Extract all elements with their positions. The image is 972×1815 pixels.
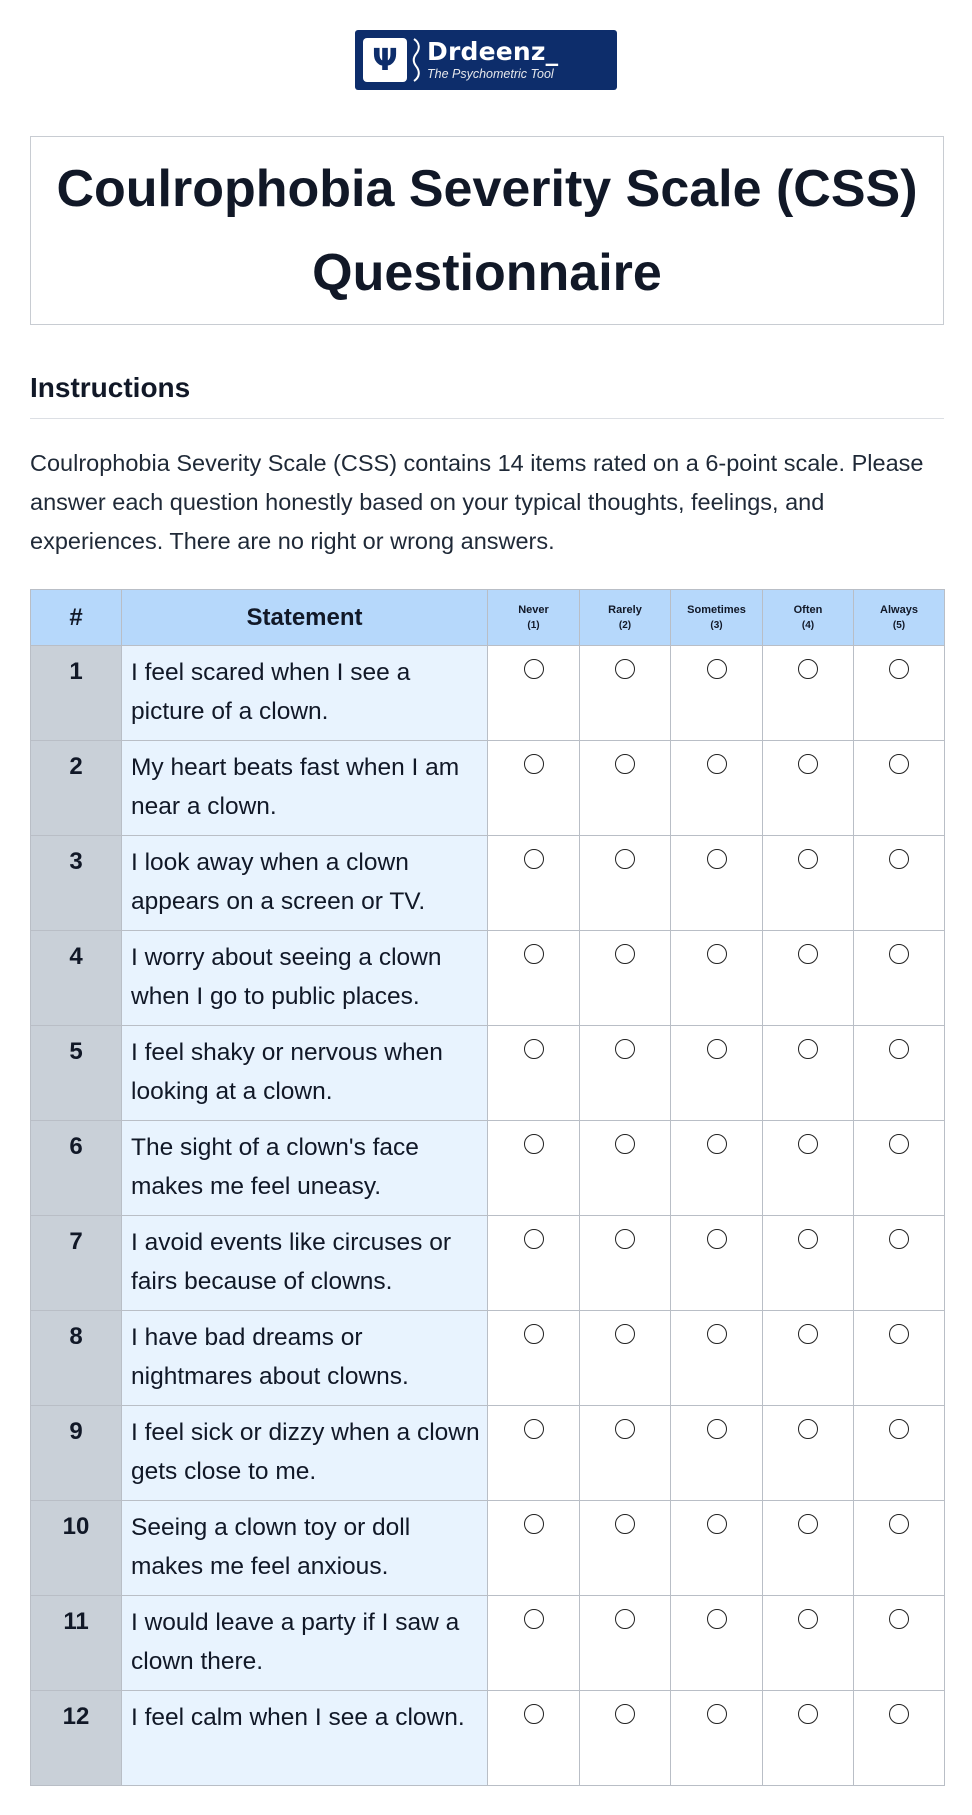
answer-cell-always [854,741,945,836]
radio-rarely[interactable] [615,1609,635,1629]
answer-cell-always [854,1501,945,1596]
radio-always[interactable] [889,659,909,679]
question-number: 4 [31,931,122,1026]
option-label: Rarely [608,603,642,616]
answer-cell-often [763,1026,854,1121]
radio-often[interactable] [798,944,818,964]
radio-never[interactable] [524,1324,544,1344]
answer-cell-always [854,1216,945,1311]
question-number: 1 [31,646,122,741]
radio-rarely[interactable] [615,1704,635,1724]
table-row [31,931,945,1026]
question-statement: I would leave a party if I saw a clown there. [122,1596,488,1691]
question-statement: The sight of a clown's face makes me feel uneasy. [122,1121,488,1216]
radio-often[interactable] [798,1134,818,1154]
drdeenz-logo[interactable] [355,30,617,90]
answer-cell-rarely [580,931,671,1026]
answer-cell-rarely [580,1501,671,1596]
radio-rarely[interactable] [615,1324,635,1344]
answer-cell-always [854,646,945,741]
radio-rarely[interactable] [615,1039,635,1059]
question-statement: I avoid events like circuses or fairs because of clowns. [122,1216,488,1311]
answer-cell-sometimes [671,1596,763,1691]
question-statement: I feel shaky or nervous when looking at a clown. [122,1026,488,1121]
question-number: 12 [31,1691,122,1786]
radio-rarely[interactable] [615,944,635,964]
answer-cell-sometimes [671,931,763,1026]
answer-cell-often [763,1311,854,1406]
answer-cell-often [763,1121,854,1216]
question-statement: I feel scared when I see a picture of a clown. [122,646,488,741]
answer-cell-never [488,931,580,1026]
answer-cell-never [488,836,580,931]
answer-cell-never [488,1501,580,1596]
radio-sometimes[interactable] [707,1134,727,1154]
radio-never[interactable] [524,754,544,774]
question-number: 6 [31,1121,122,1216]
answer-cell-rarely [580,1311,671,1406]
answer-cell-rarely [580,1026,671,1121]
question-number: 5 [31,1026,122,1121]
question-number: 7 [31,1216,122,1311]
brace-icon [411,37,423,83]
table-row [31,741,945,836]
answer-cell-never [488,1596,580,1691]
radio-rarely[interactable] [615,849,635,869]
answer-cell-often [763,646,854,741]
header-option-always [854,590,945,646]
radio-always[interactable] [889,1609,909,1629]
logo-container [0,30,972,90]
answer-cell-rarely [580,1596,671,1691]
header-option-often [763,590,854,646]
radio-rarely[interactable] [615,1229,635,1249]
table-row [31,836,945,931]
answer-cell-often [763,741,854,836]
answer-cell-never [488,1216,580,1311]
answer-cell-never [488,1691,580,1786]
radio-sometimes[interactable] [707,1419,727,1439]
radio-always[interactable] [889,1039,909,1059]
radio-never[interactable] [524,944,544,964]
radio-never[interactable] [524,1134,544,1154]
radio-often[interactable] [798,754,818,774]
question-number: 8 [31,1311,122,1406]
radio-never[interactable] [524,659,544,679]
header-option-never [488,590,580,646]
answer-cell-rarely [580,1406,671,1501]
radio-always[interactable] [889,1704,909,1724]
table-row [31,1501,945,1596]
table-row [31,1026,945,1121]
answer-cell-rarely [580,836,671,931]
table-row [31,1406,945,1501]
answer-cell-sometimes [671,1216,763,1311]
table-body [31,646,945,1786]
answer-cell-always [854,931,945,1026]
title-box [30,136,944,325]
answer-cell-always [854,1596,945,1691]
answer-cell-never [488,741,580,836]
answer-cell-sometimes [671,836,763,931]
answer-cell-never [488,1406,580,1501]
answer-cell-never [488,1026,580,1121]
radio-always[interactable] [889,1514,909,1534]
radio-sometimes[interactable] [707,1609,727,1629]
radio-sometimes[interactable] [707,849,727,869]
question-number: 9 [31,1406,122,1501]
header-number: # [31,590,122,646]
answer-cell-often [763,1596,854,1691]
question-statement: I look away when a clown appears on a screen or TV. [122,836,488,931]
question-statement: Seeing a clown toy or doll makes me feel anxious. [122,1501,488,1596]
radio-always[interactable] [889,1419,909,1439]
radio-never[interactable] [524,1039,544,1059]
radio-sometimes[interactable] [707,1704,727,1724]
answer-cell-sometimes [671,741,763,836]
questionnaire-table [30,589,945,1786]
question-number: 3 [31,836,122,931]
option-label: Often [793,603,823,616]
answer-cell-always [854,1406,945,1501]
psi-logo-icon: Ψ [363,38,407,82]
answer-cell-often [763,931,854,1026]
answer-cell-never [488,1121,580,1216]
answer-cell-rarely [580,1691,671,1786]
radio-sometimes[interactable] [707,754,727,774]
table-row [31,1311,945,1406]
table-row [31,1691,945,1786]
answer-cell-never [488,646,580,741]
radio-never[interactable] [524,1609,544,1629]
answer-cell-often [763,1216,854,1311]
radio-often[interactable] [798,1419,818,1439]
option-value: (2) [618,619,632,631]
radio-never[interactable] [524,1704,544,1724]
radio-rarely[interactable] [615,659,635,679]
radio-often[interactable] [798,849,818,869]
radio-often[interactable] [798,1039,818,1059]
answer-cell-rarely [580,646,671,741]
radio-sometimes[interactable] [707,1229,727,1249]
option-value: (3) [710,619,723,631]
radio-never[interactable] [524,849,544,869]
radio-always[interactable] [889,1324,909,1344]
option-value: (4) [801,619,815,631]
radio-rarely[interactable] [615,1514,635,1534]
radio-always[interactable] [889,1134,909,1154]
radio-always[interactable] [889,849,909,869]
radio-sometimes[interactable] [707,1324,727,1344]
answer-cell-sometimes [671,1406,763,1501]
radio-rarely[interactable] [615,754,635,774]
question-statement: I have bad dreams or nightmares about clowns. [122,1311,488,1406]
answer-cell-often [763,836,854,931]
answer-cell-sometimes [671,1501,763,1596]
table-row [31,1596,945,1691]
radio-sometimes[interactable] [707,944,727,964]
header-option-rarely [580,590,671,646]
answer-cell-sometimes [671,1691,763,1786]
option-value: (5) [892,619,906,631]
answer-cell-often [763,1406,854,1501]
question-number: 10 [31,1501,122,1596]
radio-always[interactable] [889,1229,909,1249]
answer-cell-rarely [580,741,671,836]
table-header-row [31,590,945,646]
radio-often[interactable] [798,1324,818,1344]
radio-rarely[interactable] [615,1419,635,1439]
radio-often[interactable] [798,1514,818,1534]
logo-tagline: The Psychometric Tool [427,67,554,82]
question-statement: My heart beats fast when I am near a clown. [122,741,488,836]
radio-often[interactable] [798,1229,818,1249]
radio-often[interactable] [798,1609,818,1629]
radio-rarely[interactable] [615,1134,635,1154]
radio-always[interactable] [889,944,909,964]
answer-cell-sometimes [671,1311,763,1406]
option-label: Sometimes [687,603,746,616]
radio-sometimes[interactable] [707,1039,727,1059]
option-label: Always [880,603,918,616]
radio-never[interactable] [524,1419,544,1439]
instructions-divider [30,418,944,419]
answer-cell-sometimes [671,646,763,741]
header-statement: Statement [122,590,488,646]
radio-never[interactable] [524,1229,544,1249]
answer-cell-always [854,1121,945,1216]
answer-cell-always [854,1026,945,1121]
answer-cell-never [488,1311,580,1406]
page-title: Coulrophobia Severity Scale (CSS) Questionnaire [56,159,918,302]
table-row [31,1216,945,1311]
answer-cell-sometimes [671,1121,763,1216]
radio-often[interactable] [798,1704,818,1724]
answer-cell-rarely [580,1216,671,1311]
answer-cell-always [854,1311,945,1406]
radio-often[interactable] [798,659,818,679]
answer-cell-always [854,836,945,931]
question-statement: I feel sick or dizzy when a clown gets close to me. [122,1406,488,1501]
header-option-sometimes [671,590,763,646]
table-row [31,1121,945,1216]
question-number: 2 [31,741,122,836]
logo-text [427,39,558,81]
radio-sometimes[interactable] [707,1514,727,1534]
logo-name: Drdeenz_ [427,37,559,67]
radio-sometimes[interactable] [707,659,727,679]
answer-cell-always [854,1691,945,1786]
instructions-text: Coulrophobia Severity Scale (CSS) contains 14 items rated on a 6-point scale. Please answer each question honestly based on your typical thoughts, feelings, and experiences. There are no right or wrong answers. [30,450,924,554]
option-value: (1) [527,619,540,631]
table-row [31,646,945,741]
question-statement: I worry about seeing a clown when I go to public places. [122,931,488,1026]
question-number: 11 [31,1596,122,1691]
answer-cell-rarely [580,1121,671,1216]
instructions-heading: Instructions [30,372,191,403]
radio-always[interactable] [889,754,909,774]
option-label: Never [518,603,549,616]
radio-never[interactable] [524,1514,544,1534]
answer-cell-sometimes [671,1026,763,1121]
answer-cell-often [763,1501,854,1596]
answer-cell-often [763,1691,854,1786]
question-statement: I feel calm when I see a clown. [122,1691,488,1786]
